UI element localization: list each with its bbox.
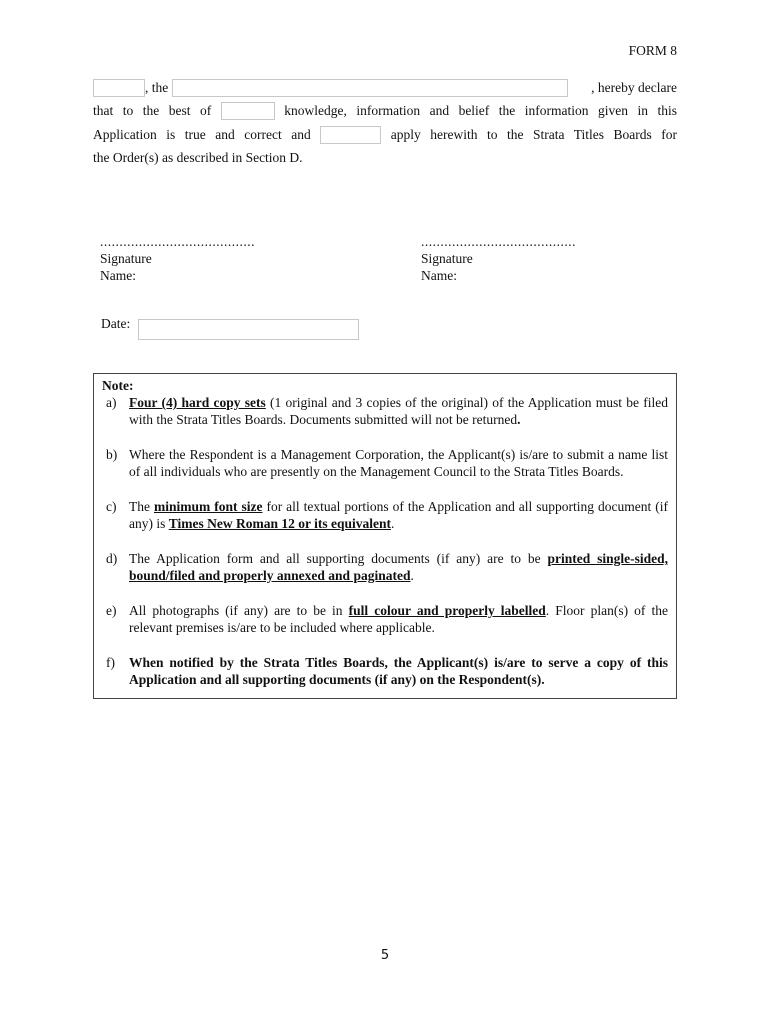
note-title: Note:: [102, 378, 134, 393]
note-label-c: c): [106, 499, 117, 514]
declaration-knowledge: knowledge, information and belief the information given in this: [284, 103, 678, 118]
note-b-text: Where the Respondent is a Management Corporation, the Applicant(s) is/are to submit a name list of all individuals who are presently on the Management Council to the Strata Titles Boards.: [129, 447, 668, 479]
note-a-end: .: [517, 412, 521, 427]
declaration-line-1: [93, 76, 677, 100]
signature-block-left: [100, 233, 255, 284]
note-item-f: [102, 654, 668, 688]
note-f-text: When notified by the Strata Titles Boards, the Applicant(s) is/are to serve a copy of this Application and all supporting documents (if any) on the Respondent(s).: [129, 655, 668, 687]
note-label-a: a): [106, 395, 117, 410]
note-item-e: [102, 602, 668, 636]
name-label-right: Name:: [421, 268, 457, 283]
declaration-apply: apply herewith to the Strata Titles Boards for: [390, 127, 678, 142]
note-c-end: .: [391, 516, 395, 531]
note-c-bold1: minimum font size: [153, 499, 263, 514]
note-c-pre: The: [129, 499, 154, 514]
applicant-name-field[interactable]: [172, 79, 568, 97]
declaration-line-2: [93, 99, 677, 123]
note-label-f: f): [106, 655, 115, 670]
signature-line-right: ........................................: [421, 234, 576, 249]
possessive-field[interactable]: [221, 102, 275, 120]
declaration-line-4: [93, 146, 677, 170]
note-e-bold: full colour and properly labelled: [348, 603, 546, 618]
subject-field[interactable]: [320, 126, 381, 144]
note-item-a: [102, 394, 668, 428]
note-e-rest: . Floor plan(s) of the relevant premises is/are to be included where applicable.: [129, 603, 668, 635]
note-d-end: .: [410, 568, 414, 583]
signature-block-right: [421, 233, 576, 284]
name-label-left: Name:: [100, 268, 136, 283]
date-label: Date:: [101, 316, 131, 331]
declaration-best-of: that to the best of: [93, 103, 212, 118]
note-item-d: [102, 550, 668, 584]
declaration-application: Application is true and correct and: [93, 127, 311, 142]
note-box: [93, 373, 677, 699]
form-label: FORM 8: [628, 43, 677, 58]
declaration-the: , the: [145, 80, 169, 95]
note-item-c: [102, 498, 668, 532]
declaration-line-3: [93, 123, 677, 147]
note-a-bold: Four (4) hard copy sets: [129, 395, 266, 410]
note-a-text: (1 original and 3 copies of the original) of the Application must be filed with the Strata Titles Boards. Documents submitted will not be returned: [129, 395, 669, 427]
applicant-pronoun-field[interactable]: [93, 79, 145, 97]
note-label-b: b): [106, 447, 118, 462]
note-e-pre: All photographs (if any) are to be in: [129, 603, 349, 618]
page-number: 5: [380, 948, 390, 963]
note-c-mid: for all textual portions of the Application and all supporting document (if any) is: [129, 499, 668, 531]
declaration-order: the Order(s) as described in Section D.: [93, 150, 303, 165]
note-label-e: e): [106, 603, 117, 618]
note-d-pre: The Application form and all supporting documents (if any) are to be: [129, 551, 548, 566]
note-c-bold2: Times New Roman 12 or its equivalent: [168, 516, 391, 531]
signature-line-left: ........................................: [100, 234, 255, 249]
date-field[interactable]: [138, 319, 359, 340]
note-d-bold: printed single-sided, bound/filed and properly annexed and paginated: [129, 551, 668, 583]
declaration-hereby: , hereby declare: [591, 80, 677, 95]
signature-label-right: Signature: [421, 251, 473, 266]
note-label-d: d): [106, 551, 118, 566]
signature-label-left: Signature: [100, 251, 152, 266]
note-item-b: [102, 446, 668, 480]
